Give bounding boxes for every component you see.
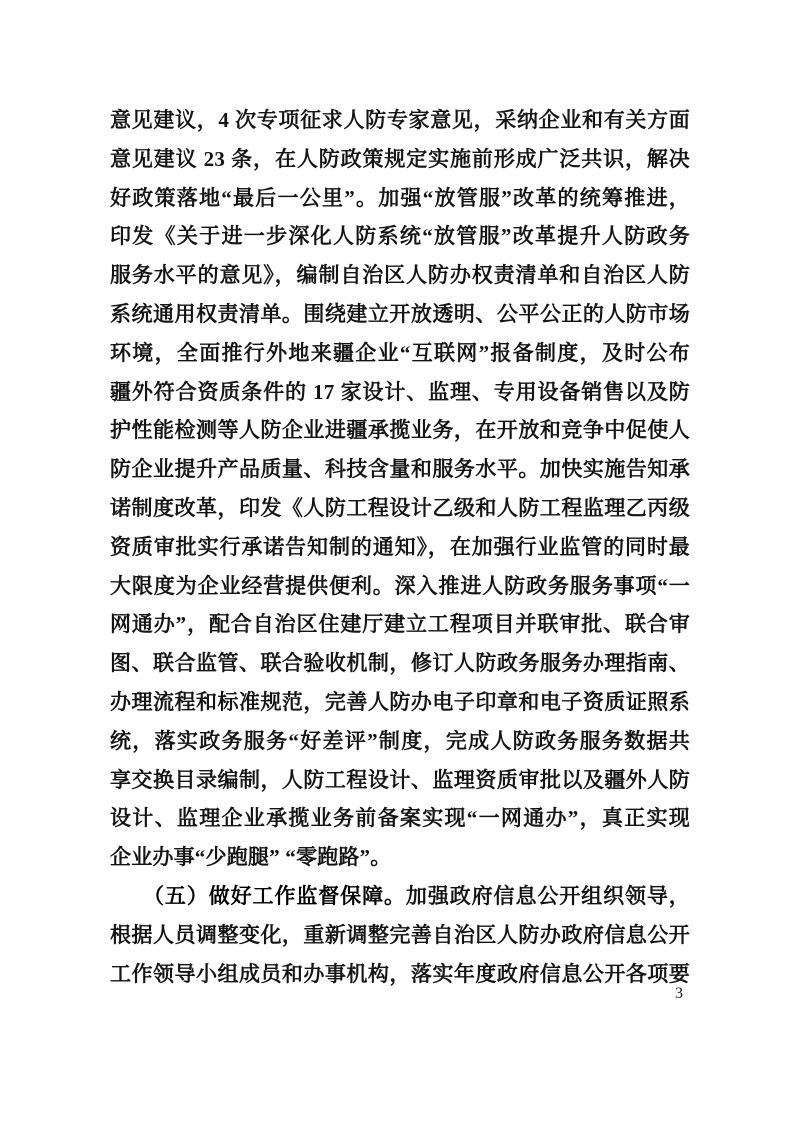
line-text: 资质审批实行承诺告知制的通知》，在加强行业监管的同时最 (110, 534, 690, 559)
body-text (110, 101, 690, 993)
text-line (110, 295, 690, 334)
line-text: 设计、监理企业承揽业务前备案实现“一网通办”，真正实现 (110, 806, 690, 831)
line-text: 享交换目录编制，人防工程设计、监理资质审批以及疆外人防 (110, 767, 690, 792)
text-line (110, 411, 690, 450)
line-text: 加强政府信息公开组织领导， (405, 883, 690, 908)
text-line (110, 799, 690, 838)
line-text: 统，落实政务服务“好差评”制度，完成人防政务服务数据共 (110, 728, 690, 753)
line-text: 网通办”，配合自治区住建厅建立工程项目并联审批、联合审 (110, 612, 690, 637)
text-line (110, 373, 690, 412)
text-line (110, 528, 690, 567)
text-line-section-heading (110, 877, 690, 916)
text-line (110, 217, 690, 256)
line-text: 系统通用权责清单。围绕建立开放透明、公平公正的人防市场 (110, 301, 690, 326)
text-line (110, 140, 690, 179)
text-line (110, 955, 690, 994)
line-text: 护性能检测等人防企业进疆承揽业务，在开放和竞争中促使人 (110, 418, 690, 443)
page-number: 3 (675, 985, 683, 1002)
line-text: 环境，全面推行外地来疆企业“互联网”报备制度，及时公布 (110, 340, 690, 365)
text-line (110, 334, 690, 373)
line-text: 防企业提升产品质量、科技含量和服务水平。加快实施告知承 (110, 457, 690, 482)
line-text: 企业办事“少跑腿” “零跑路”。 (110, 845, 392, 870)
text-line (110, 489, 690, 528)
line-text: 服务水平的意见》，编制自治区人防办权责清单和自治区人防 (110, 263, 690, 288)
line-text: 大限度为企业经营提供便利。深入推进人防政务服务事项“一 (110, 573, 690, 598)
line-text: 印发《关于进一步深化人防系统“放管服”改革提升人防政务 (110, 224, 690, 249)
line-text: 意见建议 23 条，在人防政策规定实施前形成广泛共识，解决 (110, 146, 690, 171)
text-line (110, 179, 690, 218)
line-text: 图、联合监管、联合验收机制，修订人防政务服务办理指南、 (110, 651, 690, 676)
line-text: 意见建议，4 次专项征求人防专家意见，采纳企业和有关方面 (110, 108, 690, 132)
line-text: 疆外符合资质条件的 17 家设计、监理、专用设备销售以及防 (110, 379, 690, 404)
text-line (110, 567, 690, 606)
text-line (110, 644, 690, 683)
section-heading-text: （五）做好工作监督保障。 (143, 884, 406, 908)
text-line (110, 683, 690, 722)
line-text: 办理流程和标准规范，完善人防办电子印章和电子资质证照系 (110, 689, 690, 714)
text-line (110, 101, 690, 140)
line-text: 根据人员调整变化，重新调整完善自治区人防办政府信息公开 (110, 922, 690, 947)
text-line (110, 722, 690, 761)
text-line (110, 761, 690, 800)
line-text: 工作领导小组成员和办事机构，落实年度政府信息公开各项要 (110, 961, 690, 986)
text-line (110, 916, 690, 955)
text-line-paragraph-end (110, 838, 690, 877)
text-line (110, 605, 690, 644)
line-text: 好政策落地“最后一公里”。加强“放管服”改革的统筹推进， (110, 185, 690, 210)
text-line (110, 256, 690, 295)
text-line (110, 450, 690, 489)
line-text: 诺制度改革，印发《人防工程设计乙级和人防工程监理乙丙级 (110, 495, 690, 520)
